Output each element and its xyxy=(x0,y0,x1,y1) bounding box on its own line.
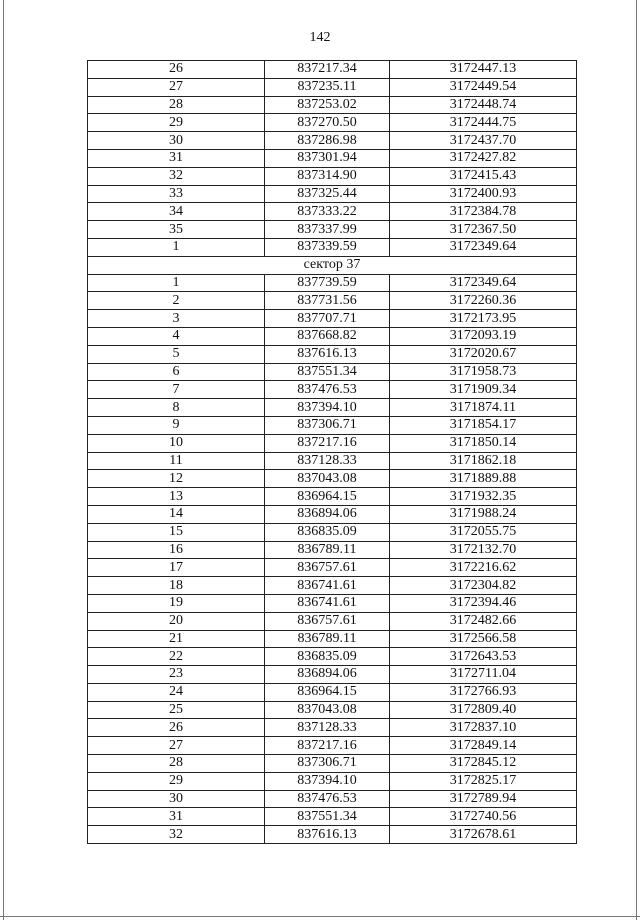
x-coordinate-cell: 837217.16 xyxy=(265,737,390,755)
x-coordinate-cell: 837217.34 xyxy=(265,61,390,79)
table-row xyxy=(88,381,577,399)
x-coordinate-cell: 837043.08 xyxy=(265,701,390,719)
table-row xyxy=(88,505,577,523)
point-number-cell: 7 xyxy=(88,381,265,399)
x-coordinate-cell: 837394.10 xyxy=(265,399,390,417)
x-coordinate-cell: 837306.71 xyxy=(265,416,390,434)
x-coordinate-cell: 837616.13 xyxy=(265,826,390,844)
sector-label: сектор 37 xyxy=(88,256,577,274)
table-row xyxy=(88,61,577,79)
y-coordinate-cell: 3172837.10 xyxy=(390,719,577,737)
point-number-cell: 9 xyxy=(88,416,265,434)
point-number-cell: 30 xyxy=(88,132,265,150)
y-coordinate-cell: 3172449.54 xyxy=(390,78,577,96)
y-coordinate-cell: 3172400.93 xyxy=(390,185,577,203)
table-row xyxy=(88,772,577,790)
table-row xyxy=(88,577,577,595)
y-coordinate-cell: 3172437.70 xyxy=(390,132,577,150)
point-number-cell: 32 xyxy=(88,167,265,185)
y-coordinate-cell: 3172367.50 xyxy=(390,221,577,239)
table-row xyxy=(88,399,577,417)
x-coordinate-cell: 837314.90 xyxy=(265,167,390,185)
point-number-cell: 27 xyxy=(88,737,265,755)
table-row xyxy=(88,221,577,239)
point-number-cell: 1 xyxy=(88,238,265,256)
y-coordinate-cell: 3172093.19 xyxy=(390,327,577,345)
y-coordinate-cell: 3172789.94 xyxy=(390,790,577,808)
y-coordinate-cell: 3171988.24 xyxy=(390,505,577,523)
table-row xyxy=(88,345,577,363)
table-row xyxy=(88,132,577,150)
x-coordinate-cell: 837616.13 xyxy=(265,345,390,363)
x-coordinate-cell: 837128.33 xyxy=(265,452,390,470)
y-coordinate-cell: 3172766.93 xyxy=(390,683,577,701)
x-coordinate-cell: 837731.56 xyxy=(265,292,390,310)
point-number-cell: 18 xyxy=(88,577,265,595)
y-coordinate-cell: 3172260.36 xyxy=(390,292,577,310)
point-number-cell: 6 xyxy=(88,363,265,381)
x-coordinate-cell: 837668.82 xyxy=(265,327,390,345)
y-coordinate-cell: 3172448.74 xyxy=(390,96,577,114)
point-number-cell: 23 xyxy=(88,666,265,684)
point-number-cell: 28 xyxy=(88,755,265,773)
point-number-cell: 8 xyxy=(88,399,265,417)
y-coordinate-cell: 3172427.82 xyxy=(390,149,577,167)
point-number-cell: 5 xyxy=(88,345,265,363)
x-coordinate-cell: 837286.98 xyxy=(265,132,390,150)
y-coordinate-cell: 3172384.78 xyxy=(390,203,577,221)
table-row xyxy=(88,452,577,470)
table-row xyxy=(88,114,577,132)
x-coordinate-cell: 837476.53 xyxy=(265,381,390,399)
y-coordinate-cell: 3171889.88 xyxy=(390,470,577,488)
table-row xyxy=(88,826,577,844)
point-number-cell: 13 xyxy=(88,488,265,506)
table-row xyxy=(88,683,577,701)
y-coordinate-cell: 3172394.46 xyxy=(390,594,577,612)
y-coordinate-cell: 3172444.75 xyxy=(390,114,577,132)
y-coordinate-cell: 3172020.67 xyxy=(390,345,577,363)
table-row xyxy=(88,470,577,488)
table-row xyxy=(88,701,577,719)
table-row xyxy=(88,96,577,114)
x-coordinate-cell: 837394.10 xyxy=(265,772,390,790)
table-row xyxy=(88,78,577,96)
y-coordinate-cell: 3172809.40 xyxy=(390,701,577,719)
x-coordinate-cell: 837551.34 xyxy=(265,808,390,826)
y-coordinate-cell: 3172349.64 xyxy=(390,274,577,292)
table-row xyxy=(88,808,577,826)
table-row xyxy=(88,238,577,256)
x-coordinate-cell: 836964.15 xyxy=(265,488,390,506)
point-number-cell: 25 xyxy=(88,701,265,719)
table-row xyxy=(88,310,577,328)
x-coordinate-cell: 836757.61 xyxy=(265,559,390,577)
point-number-cell: 1 xyxy=(88,274,265,292)
coordinates-table-body xyxy=(88,61,577,844)
point-number-cell: 21 xyxy=(88,630,265,648)
table-row xyxy=(88,755,577,773)
x-coordinate-cell: 837128.33 xyxy=(265,719,390,737)
table-row xyxy=(88,737,577,755)
table-row xyxy=(88,167,577,185)
point-number-cell: 31 xyxy=(88,808,265,826)
table-row xyxy=(88,541,577,559)
y-coordinate-cell: 3171909.34 xyxy=(390,381,577,399)
sector-header-row xyxy=(88,256,577,274)
point-number-cell: 14 xyxy=(88,505,265,523)
point-number-cell: 29 xyxy=(88,772,265,790)
point-number-cell: 3 xyxy=(88,310,265,328)
x-coordinate-cell: 837270.50 xyxy=(265,114,390,132)
y-coordinate-cell: 3172643.53 xyxy=(390,648,577,666)
x-coordinate-cell: 837235.11 xyxy=(265,78,390,96)
point-number-cell: 33 xyxy=(88,185,265,203)
y-coordinate-cell: 3172566.58 xyxy=(390,630,577,648)
y-coordinate-cell: 3172825.17 xyxy=(390,772,577,790)
x-coordinate-cell: 836741.61 xyxy=(265,594,390,612)
point-number-cell: 28 xyxy=(88,96,265,114)
point-number-cell: 35 xyxy=(88,221,265,239)
x-coordinate-cell: 836894.06 xyxy=(265,666,390,684)
table-row xyxy=(88,416,577,434)
table-row xyxy=(88,488,577,506)
point-number-cell: 29 xyxy=(88,114,265,132)
point-number-cell: 26 xyxy=(88,61,265,79)
x-coordinate-cell: 837301.94 xyxy=(265,149,390,167)
point-number-cell: 15 xyxy=(88,523,265,541)
point-number-cell: 11 xyxy=(88,452,265,470)
table-row xyxy=(88,292,577,310)
x-coordinate-cell: 836894.06 xyxy=(265,505,390,523)
y-coordinate-cell: 3172055.75 xyxy=(390,523,577,541)
table-row xyxy=(88,363,577,381)
x-coordinate-cell: 836789.11 xyxy=(265,630,390,648)
table-row xyxy=(88,648,577,666)
point-number-cell: 32 xyxy=(88,826,265,844)
x-coordinate-cell: 837325.44 xyxy=(265,185,390,203)
y-coordinate-cell: 3171854.17 xyxy=(390,416,577,434)
y-coordinate-cell: 3172216.62 xyxy=(390,559,577,577)
point-number-cell: 17 xyxy=(88,559,265,577)
scan-edge-left xyxy=(3,0,4,920)
x-coordinate-cell: 837476.53 xyxy=(265,790,390,808)
y-coordinate-cell: 3172132.70 xyxy=(390,541,577,559)
x-coordinate-cell: 836757.61 xyxy=(265,612,390,630)
y-coordinate-cell: 3172173.95 xyxy=(390,310,577,328)
point-number-cell: 2 xyxy=(88,292,265,310)
y-coordinate-cell: 3172349.64 xyxy=(390,238,577,256)
x-coordinate-cell: 836789.11 xyxy=(265,541,390,559)
point-number-cell: 12 xyxy=(88,470,265,488)
y-coordinate-cell: 3171932.35 xyxy=(390,488,577,506)
x-coordinate-cell: 837337.99 xyxy=(265,221,390,239)
x-coordinate-cell: 837306.71 xyxy=(265,755,390,773)
scan-edge-right xyxy=(636,0,637,920)
table-row xyxy=(88,666,577,684)
table-row xyxy=(88,594,577,612)
point-number-cell: 22 xyxy=(88,648,265,666)
x-coordinate-cell: 837217.16 xyxy=(265,434,390,452)
point-number-cell: 10 xyxy=(88,434,265,452)
y-coordinate-cell: 3172845.12 xyxy=(390,755,577,773)
y-coordinate-cell: 3172740.56 xyxy=(390,808,577,826)
y-coordinate-cell: 3171862.18 xyxy=(390,452,577,470)
table-row xyxy=(88,790,577,808)
x-coordinate-cell: 836835.09 xyxy=(265,523,390,541)
y-coordinate-cell: 3172678.61 xyxy=(390,826,577,844)
x-coordinate-cell: 837551.34 xyxy=(265,363,390,381)
y-coordinate-cell: 3172711.04 xyxy=(390,666,577,684)
point-number-cell: 27 xyxy=(88,78,265,96)
x-coordinate-cell: 837739.59 xyxy=(265,274,390,292)
coordinates-table xyxy=(87,60,577,844)
x-coordinate-cell: 837333.22 xyxy=(265,203,390,221)
page-number: 142 xyxy=(309,30,331,45)
table-row xyxy=(88,630,577,648)
table-row xyxy=(88,185,577,203)
table-row xyxy=(88,523,577,541)
table-row xyxy=(88,149,577,167)
point-number-cell: 24 xyxy=(88,683,265,701)
point-number-cell: 31 xyxy=(88,149,265,167)
point-number-cell: 34 xyxy=(88,203,265,221)
x-coordinate-cell: 837339.59 xyxy=(265,238,390,256)
y-coordinate-cell: 3172482.66 xyxy=(390,612,577,630)
point-number-cell: 26 xyxy=(88,719,265,737)
point-number-cell: 19 xyxy=(88,594,265,612)
y-coordinate-cell: 3171958.73 xyxy=(390,363,577,381)
table-row xyxy=(88,719,577,737)
x-coordinate-cell: 837707.71 xyxy=(265,310,390,328)
point-number-cell: 20 xyxy=(88,612,265,630)
x-coordinate-cell: 836964.15 xyxy=(265,683,390,701)
point-number-cell: 16 xyxy=(88,541,265,559)
y-coordinate-cell: 3172849.14 xyxy=(390,737,577,755)
y-coordinate-cell: 3171850.14 xyxy=(390,434,577,452)
scan-edge-bottom xyxy=(0,916,640,917)
table-row xyxy=(88,559,577,577)
x-coordinate-cell: 837043.08 xyxy=(265,470,390,488)
y-coordinate-cell: 3172447.13 xyxy=(390,61,577,79)
y-coordinate-cell: 3172304.82 xyxy=(390,577,577,595)
point-number-cell: 4 xyxy=(88,327,265,345)
table-row xyxy=(88,327,577,345)
table-row xyxy=(88,274,577,292)
table-row xyxy=(88,203,577,221)
x-coordinate-cell: 836741.61 xyxy=(265,577,390,595)
x-coordinate-cell: 836835.09 xyxy=(265,648,390,666)
x-coordinate-cell: 837253.02 xyxy=(265,96,390,114)
table-row xyxy=(88,434,577,452)
table-row xyxy=(88,612,577,630)
y-coordinate-cell: 3171874.11 xyxy=(390,399,577,417)
point-number-cell: 30 xyxy=(88,790,265,808)
y-coordinate-cell: 3172415.43 xyxy=(390,167,577,185)
